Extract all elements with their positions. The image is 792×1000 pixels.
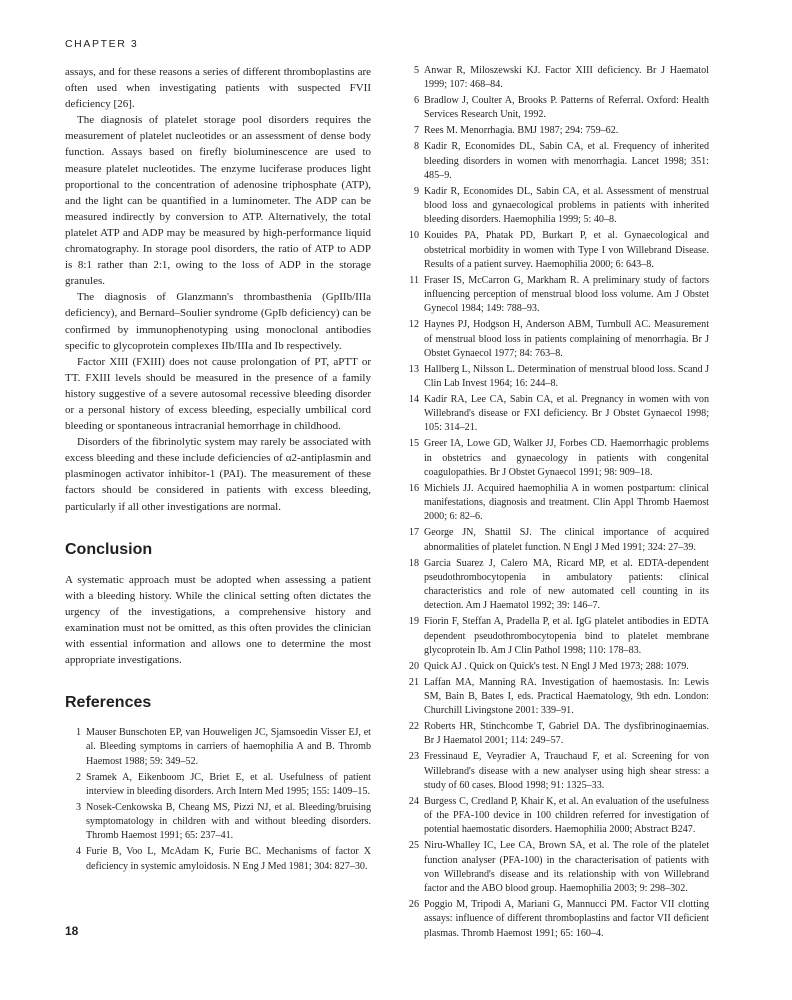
reference-number: 18 [408, 557, 419, 569]
reference-number: 3 [75, 801, 81, 813]
reference-item [403, 393, 709, 436]
reference-text: Sramek A, Eikenboom JC, Briet E, et al. Usefulness of patient interview in bleeding disorders. Arch Intern Med 1995; 155: 1409–15. [86, 771, 371, 797]
reference-text: Fraser IS, McCarron G, Markham R. A preliminary study of factors influencing perception of menstrual blood loss volume. Am J Obstet Gynecol 1984; 149: 788–93. [424, 274, 709, 315]
reference-text: Anwar R, Miloszewski KJ. Factor XIII deficiency. Br J Haematol 1999; 107: 468–84. [424, 65, 709, 91]
conclusion-heading: Conclusion [65, 540, 153, 558]
reference-number: 10 [408, 230, 419, 242]
reference-number: 25 [408, 840, 419, 852]
reference-number: 2 [75, 771, 81, 783]
reference-item [65, 801, 371, 844]
reference-item [403, 94, 709, 123]
reference-number: 9 [413, 185, 419, 197]
reference-number: 17 [408, 527, 419, 539]
reference-text: Kadir R, Economides DL, Sabin CA, et al. Assessment of menstrual blood loss and gynaecological problems in patients with inherited bleeding disorders. Haemophilia 1999; 5: 40–8. [424, 185, 709, 226]
reference-number: 15 [408, 438, 419, 450]
reference-number: 12 [408, 319, 419, 331]
reference-item [403, 229, 709, 272]
reference-item [403, 318, 709, 361]
reference-text: Fressinaud E, Veyradier A, Trauchaud F, et al. Screening for von Willebrand's disease with a new analyser using high shear stress: a study of 60 cases. Blood 1998; 91: 1325–33. [424, 751, 709, 791]
reference-item [65, 845, 371, 874]
reference-item [403, 140, 709, 183]
reference-item [403, 898, 709, 941]
right-column [403, 64, 709, 943]
reference-item [403, 839, 709, 896]
reference-text: Greer IA, Lowe GD, Walker JJ, Forbes CD. Haemorrhagic problems in obstetrics and gynaecology in patients with congenital coagulopathies. Br J Obstet Gynaecol 1991; 98: 909–18. [424, 438, 709, 478]
reference-text: Roberts HR, Stinchcombe T, Gabriel DA. The dysfibrinoginaemias. Br J Haematol 2001; 114: 249–57. [424, 721, 709, 747]
reference-item [403, 437, 709, 480]
body-paragraph: The diagnosis of Glanzmann's thrombasthenia (GpIIb/IIIa deficiency), and Bernard–Soulier syndrome (GpIb deficiency) can be confirmed by immunophenotyping using monoclonal antibodies specific to glycoprotein complexes IIb/IIIa and Ib respectively. [65, 291, 371, 352]
reference-text: Niru-Whalley IC, Lee CA, Brown SA, et al. The role of the platelet function analyser (PFA-100) in the characterisation of patients with von Willebrand's disease and its relationship with von Willebrand factor and the ABO blood group. Haemophilia 2003; 9: 298–302. [424, 840, 709, 895]
reference-text: Mauser Bunschoten EP, van Houweligen JC, Sjamsoedin Visser EJ, et al. Bleeding symptoms in carriers of haemophilia A and B. Thromb Haemost 1988; 59: 349–52. [86, 727, 371, 767]
reference-item [403, 124, 709, 138]
reference-item [403, 750, 709, 793]
reference-text: Kadir R, Economides DL, Sabin CA, et al. Frequency of inherited bleeding disorders in women with menorrhagia. Lancet 1998; 351: 485–9. [424, 141, 709, 181]
reference-number: 22 [408, 721, 419, 733]
reference-number: 23 [408, 751, 419, 763]
reference-item [403, 274, 709, 317]
reference-item [403, 795, 709, 838]
reference-item [403, 557, 709, 614]
reference-text: Burgess C, Credland P, Khair K, et al. An evaluation of the usefulness of the PFA-100 device in 100 children referred for investigation of potential haemostatic disorders. Haemophilia 2000; Abstract B247. [424, 795, 709, 836]
reference-item [403, 676, 709, 719]
reference-item [403, 526, 709, 555]
left-column [65, 64, 371, 876]
reference-item [65, 771, 371, 800]
reference-text: Hallberg L, Nilsson L. Determination of menstrual blood loss. Scand J Clin Lab Invest 1964; 16: 244–8. [424, 363, 709, 389]
reference-item [403, 64, 709, 93]
body-paragraph: assays, and for these reasons a series of different thromboplastins are often used when investigating patients with suspected FVII deficiency [26]. [65, 66, 371, 111]
reference-text: George JN, Shattil SJ. The clinical importance of acquired abnormalities of platelet function. N Engl J Med 1991; 324: 27–39. [424, 527, 709, 553]
reference-text: Garcia Suarez J, Calero MA, Ricard MP, et al. EDTA-dependent pseudothrombocytopenia in ambulatory patients: clinical characteristics and role of new automated cell counting in its detection. Am J Haematol 1992; 39: 146–7. [424, 557, 709, 612]
references-heading: References [65, 694, 152, 712]
reference-number: 19 [408, 616, 419, 628]
reference-item [403, 720, 709, 749]
reference-number: 5 [413, 65, 419, 76]
conclusion-paragraph: A systematic approach must be adopted when assessing a patient with a bleeding history. While the clinical setting often dictates the urgency of the investigations, a comprehensive history and examination must not be omitted, as this often provides the clinician with essential information and allows one to determine the most appropriate investigations. [65, 573, 371, 667]
reference-number: 13 [408, 363, 419, 375]
reference-number: 7 [413, 125, 419, 137]
reference-number: 21 [408, 676, 419, 688]
reference-number: 11 [409, 274, 419, 286]
running-head: CHAPTER 3 [65, 38, 139, 50]
body-paragraph: Disorders of the fibrinolytic system may rarely be associated with excess bleeding and these include deficiencies of α2-antiplasmin and plasminogen activator inhibitor-1 (PAI). The measurement of these factors should be considered in patients with excess bleeding, particularly if all other investigations are normal. [65, 436, 371, 513]
reference-item [403, 482, 709, 525]
reference-list-left [65, 726, 371, 874]
reference-number: 4 [75, 846, 81, 858]
reference-number: 6 [413, 95, 419, 107]
reference-text: Kadir RA, Lee CA, Sabin CA, et al. Pregnancy in women with von Willebrand's disease or FXI deficiency. Br J Obstet Gynaecol 1998; 105: 314–21. [424, 393, 709, 434]
reference-text: Furie B, Voo L, McAdam K, Furie BC. Mechanisms of factor X deficiency in systemic amyloidosis. N Eng J Med 1981; 304: 827–30. [86, 846, 371, 872]
reference-number: 14 [408, 393, 419, 405]
reference-text: Poggio M, Tripodi A, Mariani G, Mannucci PM. Factor VII clotting assays: influence of different thromboplastins and factor VII deficient plasmas. Thromb Haemost 1991; 65: 160–4. [424, 899, 709, 939]
reference-number: 24 [408, 795, 419, 807]
reference-text: Haynes PJ, Hodgson H, Anderson ABM, Turnbull AC. Measurement of menstrual blood loss in patients complaining of menorrhagia. Br J Obstet Gynaecol 1977; 84: 763–8. [424, 319, 709, 359]
reference-text: Fiorin F, Steffan A, Pradella P, et al. IgG platelet antibodies in EDTA dependent pseudothrombocytopenia bind to platelet membrane glycoprotein Ib. Am J Clin Pathol 1998; 110: 178–83. [424, 616, 709, 656]
reference-number: 20 [408, 660, 419, 672]
reference-text: Kouides PA, Phatak PD, Burkart P, et al. Gynaecological and obstetrical morbidity in women with Type I von Willebrand Disease. Results of a patient survey. Haemophilia 2000; 6: 643–8. [424, 230, 709, 270]
page-number: 18 [65, 924, 79, 938]
reference-number: 8 [413, 141, 419, 153]
reference-number: 1 [75, 727, 81, 739]
body-paragraph: The diagnosis of platelet storage pool disorders requires the measurement of platelet nucleotides or an assessment of dense body function. Assays based on firefly bioluminescence are used to measure platelet nucleotides. The enzyme luciferase produces light proportional to the concentration of adenosine triphosphate (ATP), and the light can be quantified in a luminometer. The ADP can be measured indirectly by conversion to ATP. Alternatively, the total platelet ATP and ADP may be measured by high-performance liquid chromatography. In storage pool disorders, the ratio of ATP to ADP is 8:1 rather than 2:1, owing to the loss of ADP in the storage granules. [65, 114, 371, 288]
reference-text: Michiels JJ. Acquired haemophilia A in women postpartum: clinical manifestations, diagnosis and treatment. Clin Appl Thromb Haemost 2000; 6: 82–6. [424, 482, 709, 523]
reference-text: Bradlow J, Coulter A, Brooks P. Patterns of Referral. Oxford: Health Services Research Unit, 1992. [424, 95, 709, 121]
reference-item [403, 363, 709, 392]
body-paragraph: Factor XIII (FXIII) does not cause prolongation of PT, aPTT or TT. FXIII levels should be measured in the presence of a family history suggestive of a severe autosomal recessive bleeding disorder or a personal history of excess bleeding, especially umbilical cord bleeding or spontaneous intracranial hemorrhage in childhood. [65, 355, 371, 433]
reference-text: Nosek-Cenkowska B, Cheang MS, Pizzi NJ, et al. Bleeding/bruising symptomatology in children with and without bleeding disorders. Thromb Haemost 1991; 65: 237–41. [86, 801, 371, 842]
reference-text: Quick AJ . Quick on Quick's test. N Engl J Med 1973; 288: 1079. [424, 660, 689, 672]
reference-item [403, 185, 709, 228]
reference-number: 26 [408, 899, 419, 911]
reference-item [403, 660, 709, 674]
reference-text: Rees M. Menorrhagia. BMJ 1987; 294: 759–62. [424, 125, 619, 137]
reference-text: Laffan MA, Manning RA. Investigation of haemostasis. In: Lewis SM, Bain B, Bates I, eds. Practical Haematology, 9th edn. London: Churchill Livingstone 2001: 339–91. [424, 676, 709, 717]
reference-item [65, 726, 371, 769]
reference-item [403, 615, 709, 658]
reference-number: 16 [408, 482, 419, 494]
